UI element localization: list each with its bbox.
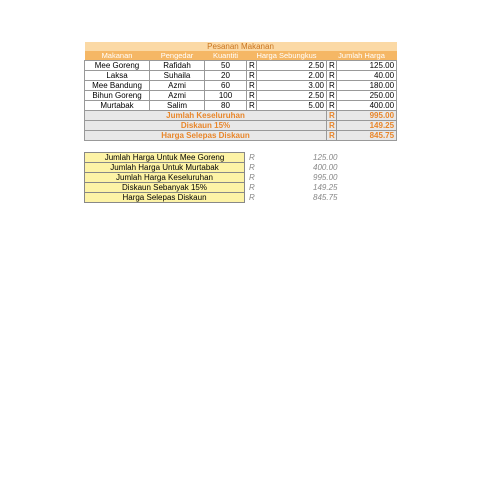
discount-currency: R (327, 121, 337, 131)
discount-value[interactable]: 149.25 (337, 121, 397, 131)
total-row (85, 111, 397, 121)
cell-currency: R (247, 71, 257, 81)
summary-value[interactable]: 149.25 (313, 183, 338, 192)
summary-value[interactable]: 125.00 (313, 153, 338, 162)
cell-qty[interactable]: 100 (205, 91, 247, 101)
cell-total[interactable]: 180.00 (337, 81, 397, 91)
total-label: Jumlah Keseluruhan (85, 111, 327, 121)
after-discount-label: Harga Selepas Diskaun (85, 131, 327, 141)
cell-price[interactable]: 2.50 (257, 61, 327, 71)
summary-value[interactable]: 995.00 (313, 173, 338, 182)
summary-row (85, 163, 340, 173)
table-row (85, 101, 397, 111)
cell-dealer[interactable]: Azmi (150, 81, 205, 91)
cell-price[interactable]: 2.00 (257, 71, 327, 81)
cell-qty[interactable]: 20 (205, 71, 247, 81)
header-total: Jumlah Harga (327, 51, 397, 61)
cell-food[interactable]: Murtabak (85, 101, 150, 111)
cell-total[interactable]: 400.00 (337, 101, 397, 111)
summary-currency: R (249, 153, 255, 162)
cell-price[interactable]: 3.00 (257, 81, 327, 91)
order-title: Pesanan Makanan (85, 42, 397, 51)
total-currency: R (327, 111, 337, 121)
cell-qty[interactable]: 50 (205, 61, 247, 71)
cell-food[interactable]: Mee Bandung (85, 81, 150, 91)
after-discount-currency: R (327, 131, 337, 141)
cell-dealer[interactable]: Salim (150, 101, 205, 111)
cell-currency: R (247, 61, 257, 71)
after-discount-value[interactable]: 845.75 (337, 131, 397, 141)
discount-row (85, 121, 397, 131)
cell-total[interactable]: 40.00 (337, 71, 397, 81)
summary-label: Jumlah Harga Keseluruhan (85, 173, 245, 183)
cell-currency: R (327, 71, 337, 81)
cell-qty[interactable]: 80 (205, 101, 247, 111)
table-row (85, 91, 397, 101)
cell-currency: R (327, 61, 337, 71)
summary-currency: R (249, 183, 255, 192)
summary-label: Jumlah Harga Untuk Murtabak (85, 163, 245, 173)
summary-row (85, 183, 340, 193)
summary-label: Jumlah Harga Untuk Mee Goreng (85, 153, 245, 163)
summary-currency: R (249, 163, 255, 172)
cell-food[interactable]: Mee Goreng (85, 61, 150, 71)
cell-price[interactable]: 5.00 (257, 101, 327, 111)
header-price: Harga Sebungkus (247, 51, 327, 61)
order-table (84, 42, 397, 141)
summary-label: Harga Selepas Diskaun (85, 193, 245, 203)
cell-currency: R (327, 91, 337, 101)
cell-dealer[interactable]: Rafidah (150, 61, 205, 71)
after-discount-row (85, 131, 397, 141)
summary-value[interactable]: 845.75 (313, 193, 338, 202)
cell-total[interactable]: 125.00 (337, 61, 397, 71)
summary-row (85, 173, 340, 183)
summary-currency: R (249, 193, 255, 202)
cell-total[interactable]: 250.00 (337, 91, 397, 101)
cell-currency: R (327, 101, 337, 111)
cell-food[interactable]: Laksa (85, 71, 150, 81)
table-row (85, 61, 397, 71)
total-value[interactable]: 995.00 (337, 111, 397, 121)
discount-label: Diskaun 15% (85, 121, 327, 131)
cell-qty[interactable]: 60 (205, 81, 247, 91)
cell-currency: R (327, 81, 337, 91)
header-dealer: Pengedar (150, 51, 205, 61)
cell-currency: R (247, 81, 257, 91)
cell-food[interactable]: Bihun Goreng (85, 91, 150, 101)
cell-currency: R (247, 101, 257, 111)
summary-label: Diskaun Sebanyak 15% (85, 183, 245, 193)
table-row (85, 81, 397, 91)
summary-row (85, 193, 340, 203)
summary-value[interactable]: 400.00 (313, 163, 338, 172)
header-food: Makanan (85, 51, 150, 61)
header-qty: Kuantiti (205, 51, 247, 61)
cell-dealer[interactable]: Azmi (150, 91, 205, 101)
table-row (85, 71, 397, 81)
cell-currency: R (247, 91, 257, 101)
summary-currency: R (249, 173, 255, 182)
order-header-row (85, 51, 397, 61)
cell-price[interactable]: 2.50 (257, 91, 327, 101)
summary-row (85, 153, 340, 163)
summary-table (84, 152, 340, 203)
cell-dealer[interactable]: Suhaila (150, 71, 205, 81)
